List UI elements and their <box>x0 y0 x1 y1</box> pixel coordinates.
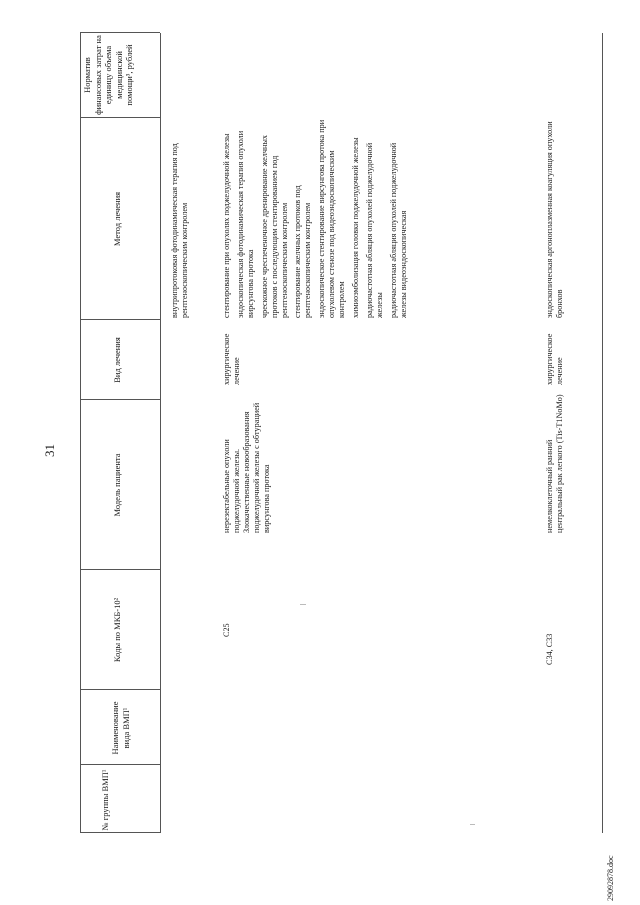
table-border-top <box>80 33 81 833</box>
row2-icd-codes: C25 <box>222 623 231 637</box>
method-item: чрескожное чреспеченочное дренирование желчных протоков с последующим стентированием под рентгеноскопическим контролем <box>259 135 289 318</box>
row3-treatment-method: эндоскопическая аргоноплазменная коагуляция опухоли бронхов <box>545 121 564 318</box>
row3-icd-codes: C34, C33 <box>545 633 554 665</box>
row2-patient-model: нерезектабельные опухоли поджелудочной железы. Злокачественные новообразования поджелудочной железы с обтурацией вирсунгова протока <box>222 402 271 533</box>
header-group-no: № группы ВМП¹ <box>100 769 110 831</box>
header-cost-norm: Норматив финансовых затрат на единицу объема медицинской помощи³, рублей <box>82 35 134 115</box>
method-item: эндоскопическая фотодинамическая терапия опухоли вирсунгова протока <box>235 130 255 318</box>
col-separator <box>80 764 160 765</box>
document-id: 29092878.doc <box>606 855 615 901</box>
grid-line <box>80 832 160 833</box>
header-bottom-line <box>160 33 161 833</box>
method-item: эндоскопическое стентирование вирсунгова протока при опухолевом стенозе под видеоэндоскопическим контролем <box>317 119 347 318</box>
page-number: 31 <box>42 444 57 457</box>
row3-treatment-type: хирургическое лечение <box>545 333 564 385</box>
method-item: химиоэмболизация головки поджелудочной железы <box>350 137 360 318</box>
col-separator <box>80 117 160 118</box>
method-item: стентирование желчных протоков под рентгеноскопическим контролем <box>293 185 313 318</box>
header-icd-codes: Коды по МКБ-10² <box>112 597 122 663</box>
col-separator <box>80 569 160 570</box>
grid-line <box>80 32 160 33</box>
row2-treatment-method-list <box>222 118 409 318</box>
scan-mark <box>300 604 306 605</box>
col-separator <box>80 399 160 400</box>
method-item: радиочастотная абляция опухолей поджелудочной железы <box>364 142 384 318</box>
method-item: стентирование при опухолях поджелудочной железы <box>222 133 231 318</box>
header-vmp-name: Наименование вида ВМП¹ <box>110 701 131 755</box>
row1-treatment-method: внутрипротоковая фотодинамическая терапия под рентгеноскопическим контролем <box>170 143 189 318</box>
col-separator <box>80 689 160 690</box>
header-patient-model: Модель пациента <box>112 453 122 517</box>
header-treatment-method: Метод лечения <box>112 191 122 247</box>
col-separator <box>80 319 160 320</box>
scan-mark <box>470 824 475 825</box>
method-item: радиочастотная абляция опухолей поджелудочной железы видеоэндоскопическая <box>388 142 408 318</box>
row3-patient-model: немелкоклеточный ранний центральный рак легкого (Tis-T1NoMo) <box>545 394 564 533</box>
row2-treatment-type: хирургическое лечение <box>222 333 241 385</box>
header-treatment-type: Вид лечения <box>112 337 122 383</box>
table-border-bottom <box>602 33 603 833</box>
